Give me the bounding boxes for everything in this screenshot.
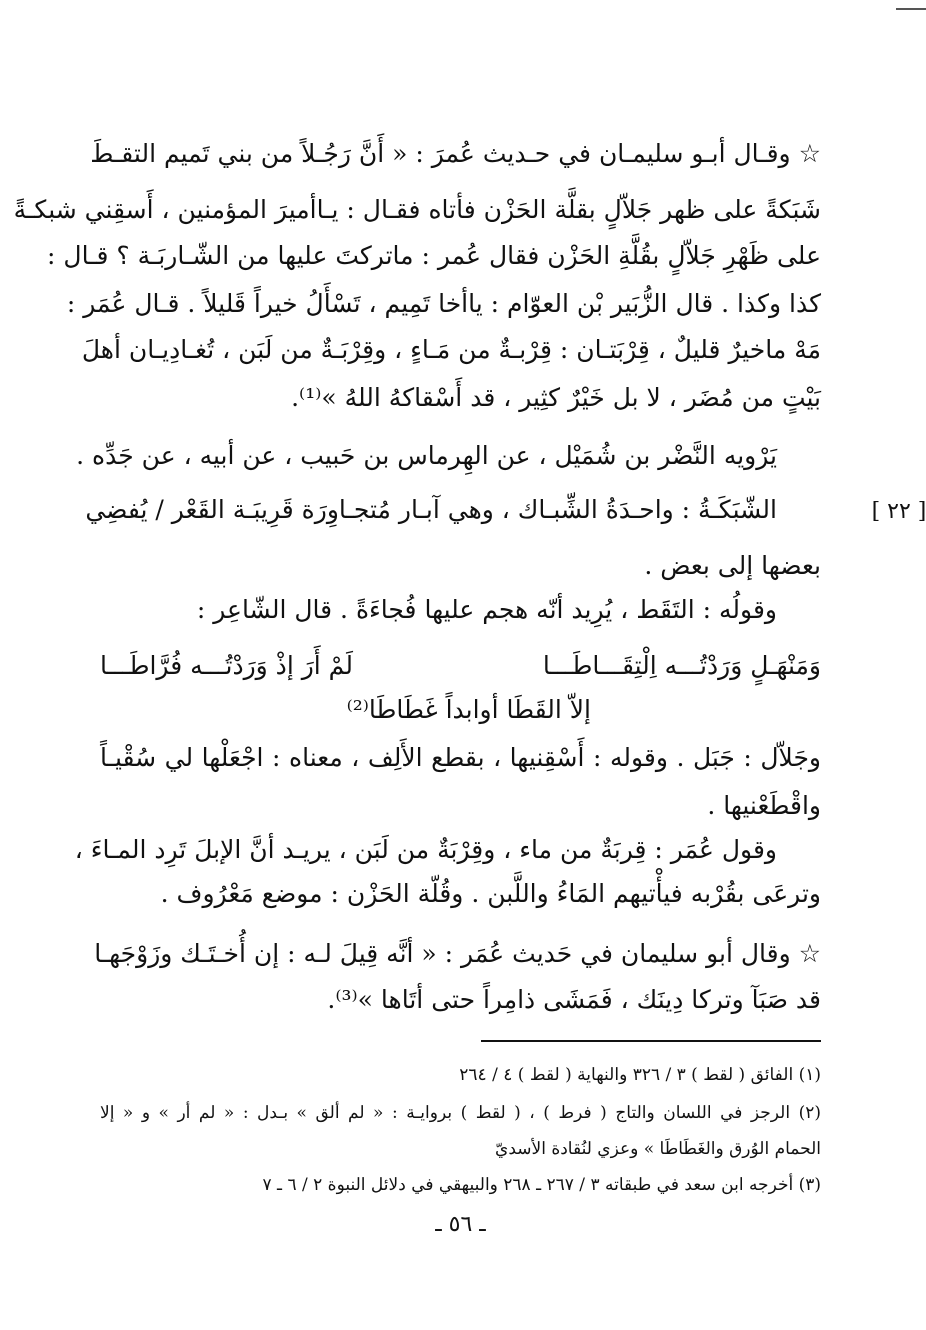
verse-second-line: إلاّ القَطَا أوابداً غَطَاطَا⁽²⁾ xyxy=(346,695,591,724)
explanation2-line2: واقْطَعْنيها . xyxy=(707,791,821,820)
verse-second-hemistich: لَمْ أَرَ إذْ وَرَدْتُـــه فُرَّاطَـــا xyxy=(100,651,353,680)
footnote-separator xyxy=(481,1040,821,1042)
paragraph1-line1: ☆ وقـال أبـو سليمـان في حـديث عُمرَ : « أَنَّ رَجُـلاً من بني تَميم التقـطَ xyxy=(90,139,821,168)
explanation-line3: وقولُه : التَقَط ، يُرِيد أنّه هجم عليها فُجاءَةً . قال الشّاعِر : xyxy=(196,595,777,624)
explanation-line1: الشّبَكَـةُ : واحـدَةُ الشِّبـاك ، وهي آبـار مُتجـاوِرَة قَرِيبَـة القَعْر / يُفضِي xyxy=(85,495,777,524)
paragraph2-line1: ☆ وقال أبو سليمان في حَديث عُمَر : « أنَّه قِيلَ لـه : إن أُخـتَـك وزَوْجَهـا xyxy=(94,939,821,968)
footnote-2-line2: الحمام الوُرق والغَطَاطَا » وعزي لنُقادة الأسديّ xyxy=(495,1139,821,1159)
narration-line: يَرْويه النَّضْر بن شُمَيْل ، عن الهِرماس بن حَبيب ، عن أبيه ، عن جَدِّه . xyxy=(76,441,777,470)
explanation2-line4: وترعَى بقُرْبه فيأْتيهم المَاءُ واللَّبن . وقُلّة الحَزْن : موضع مَعْرُوف . xyxy=(160,879,821,908)
explanation-line2: بعضها إلى بعض . xyxy=(644,551,821,580)
page-marker: [ ٢٢ ] xyxy=(871,499,926,524)
footnote-2-line1: (٢) الرجز في اللسان والتاج ( فرط ) ، ( لقط ) بروايـة : « لم ألق » بـدل : « لم أر » و « إلا xyxy=(100,1103,821,1123)
explanation2-line1: وجَلاّل : جَبَل . وقوله : أَسْقِنيها ، بقطع الأَلِف ، معناه : اجْعَلْها لي سُقْيـاً xyxy=(100,743,821,772)
top-edge-rule xyxy=(896,8,926,10)
book-page xyxy=(13,0,926,1330)
explanation2-line3: وقول عُمَر : قِربَةٌ من ماء ، وقِرْبَةٌ من لَبَن ، يريـد أنَّ الإبلَ تَرِد المـاءَ ، xyxy=(74,835,777,864)
page-number: ـ ٥٦ ـ xyxy=(435,1212,486,1237)
paragraph1-line5: مَهْ ماخيرٌ قليلٌ ، قِرْبَتـان : قِرْبـةٌ من مَـاءٍ ، وقِرْبَـةٌ من لَبَن ، تُغـادِيـان أهلَ xyxy=(81,335,821,364)
paragraph1-line2: شَبَكةً على ظهر جَلاّلٍ بقلَّة الحَزْن فأتاه فقـال : يـاأميرَ المؤمنين ، أَسقِني شبكـةً xyxy=(13,195,821,224)
verse-first-hemistich: وَمَنْهَـلٍ وَرَدْتُـــه اِلْتِقَـــاطَـــا xyxy=(542,651,821,680)
footnote-1: (١) الفائق ( لقط ) ٣ / ٣٢٦ والنهاية ( لقط ) ٤ / ٢٦٤ xyxy=(459,1065,821,1085)
paragraph2-line2: قد صَبَآ وتركا دِينَك ، فَمَشَى ذامِراً حتى أتَاها »⁽³⁾. xyxy=(327,985,821,1014)
paragraph1-line4: كذا وكذا . قال الزُّبَير بْن العوّام : ياأخا تَمِيم ، تَسْأَلُ خيراً قَليلاً . قـال عُمَر : xyxy=(66,289,821,318)
footnote-3: (٣) أخرجه ابن سعد في طبقاته ٣ / ٢٦٧ ـ ٢٦٨ والبيهقي في دلائل النبوة ٢ / ٦ ـ ٧ xyxy=(262,1175,821,1195)
paragraph1-line3: على ظَهْرِ جَلاّلٍ بقُلَّةِ الحَزْن فقال عُمر : ماتركتَ عليها من الشّـاربَـة ؟ قـال : xyxy=(47,241,821,270)
paragraph1-line6: بَيْتٍ من مُضَر ، لا بل خَيْرٌ كثِير ، قد أَسْقاكهُ اللهُ »⁽¹⁾. xyxy=(291,383,821,412)
